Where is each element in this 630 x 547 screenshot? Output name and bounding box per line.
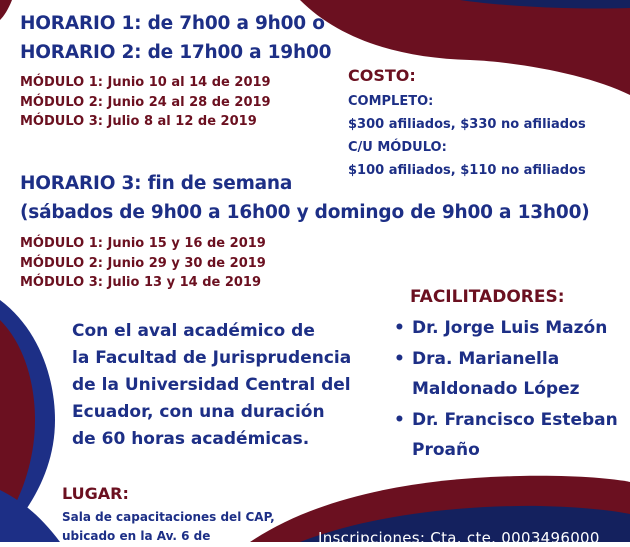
bullet: •	[394, 318, 405, 338]
lugar-title: LUGAR:	[62, 484, 129, 503]
aval-line-5: de 60 horas académicas.	[72, 429, 310, 449]
costo-modulo-value: $100 afiliados, $110 no afiliados	[348, 163, 586, 178]
aval-line-4: Ecuador, con una duración	[72, 402, 325, 422]
inscripciones-text: Inscripciones: Cta. cte. 0003496000	[318, 529, 600, 547]
costo-modulo-label: C/U MÓDULO:	[348, 140, 447, 155]
facilitadores-title: FACILITADORES:	[410, 287, 565, 307]
facilitador-2-cont: Maldonado López	[412, 379, 580, 399]
horario-1: HORARIO 1: de 7h00 a 9h00 o	[20, 13, 325, 34]
aval-line-2: la Facultad de Jurisprudencia	[72, 348, 352, 368]
facilitador-1: • Dr. Jorge Luis Mazón	[394, 313, 607, 344]
facilitador-2: • Dra. Marianella	[394, 344, 559, 375]
horario-2: HORARIO 2: de 17h00 a 19h00	[20, 42, 332, 63]
horario-3: HORARIO 3: fin de semana	[20, 173, 293, 194]
aval-line-1: Con el aval académico de	[72, 321, 315, 341]
h1-modulo-1: MÓDULO 1: Junio 10 al 14 de 2019	[20, 75, 271, 90]
lugar-line-1: Sala de capacitaciones del CAP,	[62, 510, 275, 524]
h3-modulo-3: MÓDULO 3: Julio 13 y 14 de 2019	[20, 275, 262, 290]
h3-modulo-2: MÓDULO 2: Junio 29 y 30 de 2019	[20, 255, 266, 271]
lugar-line-2: ubicado en la Av. 6 de	[62, 529, 211, 543]
h1-modulo-3: MÓDULO 3: Julio 8 al 12 de 2019	[20, 114, 257, 129]
left-top-small-curve	[0, 0, 12, 20]
costo-completo-value: $300 afiliados, $330 no afiliados	[348, 117, 586, 132]
bullet: •	[394, 348, 405, 369]
costo-title: COSTO:	[348, 66, 416, 85]
facilitador-3: • Dr. Francisco Esteban	[394, 405, 618, 436]
horario-3-detail: (sábados de 9h00 a 16h00 y domingo de 9h00 a 13h00)	[20, 202, 590, 223]
h1-modulo-2: MÓDULO 2: Junio 24 al 28 de 2019	[20, 94, 271, 110]
bullet: •	[394, 409, 405, 430]
costo-completo-label: COMPLETO:	[348, 94, 434, 109]
facilitador-3-cont: Proaño	[412, 440, 480, 460]
h3-modulo-1: MÓDULO 1: Junio 15 y 16 de 2019	[20, 236, 266, 251]
aval-line-3: de la Universidad Central del	[72, 375, 351, 395]
